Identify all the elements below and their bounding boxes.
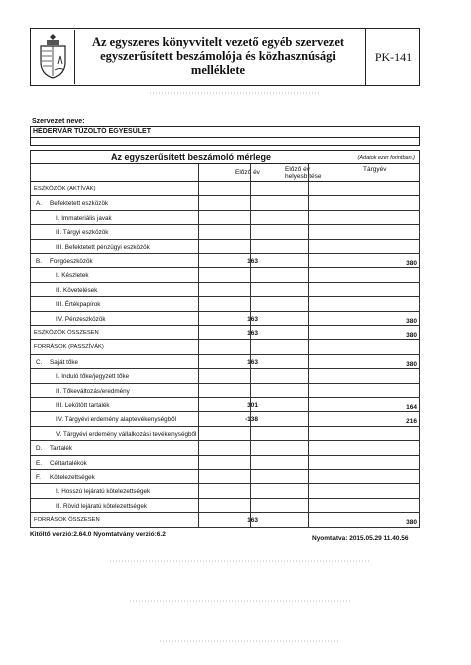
scan-noise xyxy=(110,560,370,562)
table-row xyxy=(30,312,420,326)
row-letter: A. xyxy=(36,200,42,208)
scan-noise xyxy=(160,640,340,642)
row-label: II. Tőkeváltozás/eredmény xyxy=(56,387,130,395)
table-row xyxy=(30,398,420,412)
prev-year-value: 301 xyxy=(247,402,258,409)
table-row xyxy=(30,470,420,484)
table-row xyxy=(30,340,420,354)
column-divider xyxy=(308,164,309,528)
table-border xyxy=(419,150,420,528)
column-divider xyxy=(198,164,199,528)
hungarian-coat-of-arms-icon xyxy=(32,30,75,84)
table-row xyxy=(30,196,420,210)
row-letter: B. xyxy=(36,258,42,265)
current-year-value: 380 xyxy=(406,360,417,368)
column-divider xyxy=(250,164,251,528)
prev-year-value: 163 xyxy=(247,358,258,366)
form-header xyxy=(30,28,420,86)
prev-year-value: 163 xyxy=(247,258,258,265)
prev-year-value: -138 xyxy=(244,416,258,424)
table-row xyxy=(30,326,420,340)
current-year-value: 216 xyxy=(406,418,417,426)
col-prev-year: Előző év xyxy=(235,169,260,176)
row-label: II. Követelések xyxy=(56,286,98,294)
table-column-header xyxy=(30,164,420,182)
table-caption: Az egyszerűsített beszámoló mérlege xyxy=(111,152,272,162)
row-letter: D. xyxy=(36,445,43,453)
current-year-value: 380 xyxy=(406,317,417,325)
row-letter: F. xyxy=(36,474,41,481)
row-label: ESZKÖZÖK ÖSSZESEN xyxy=(34,330,99,336)
prev-year-value: 163 xyxy=(247,517,258,525)
table-row xyxy=(30,369,420,383)
row-label: Forgóeszközök xyxy=(50,258,93,265)
table-row xyxy=(30,484,420,498)
row-label: FORRÁSOK (PASSZÍVÁK) xyxy=(34,344,104,351)
row-label: III. Lekötött tartalék xyxy=(56,402,110,409)
row-label: I. Immateriális javak xyxy=(56,214,112,222)
table-row xyxy=(30,182,420,196)
scan-noise xyxy=(150,92,320,94)
version-info: Kitöltő verzió:2.64.0 Nyomtatvány verzió:6.2 xyxy=(30,531,166,538)
table-border xyxy=(30,150,31,528)
row-label: FORRÁSOK ÖSSZESEN xyxy=(34,517,100,524)
form-title: Az egyszeres könyvvitelt vezető egyéb szervezet egyszerűsített beszámolója és közhasznúsági melléklete xyxy=(91,35,345,77)
table-row xyxy=(30,427,420,441)
table-row xyxy=(30,513,420,527)
table-row xyxy=(30,211,420,225)
row-label: V. Tárgyévi erdemény vállalkozási tevékenységből xyxy=(56,430,197,438)
organization-label: Szervezet neve: xyxy=(32,118,85,125)
row-letter: C. xyxy=(36,358,43,366)
current-year-value: 380 xyxy=(406,260,417,267)
row-label: Saját tőke xyxy=(50,358,79,366)
col-current-year: Tárgyév xyxy=(363,166,387,173)
row-label: IV. Pénzeszközök xyxy=(56,315,106,323)
row-label: III. Értékpapírok xyxy=(56,301,101,309)
table-row xyxy=(30,283,420,297)
row-label: II. Rövid lejáratú kötelezettségek xyxy=(56,502,148,510)
table-unit: (Adatok ezer forintban.) xyxy=(357,155,415,161)
table-row xyxy=(30,456,420,470)
table-row xyxy=(30,268,420,282)
table-row xyxy=(30,254,420,268)
table-row xyxy=(30,240,420,254)
row-label: I. Készletek xyxy=(56,272,89,280)
row-label: Befektetett eszközök xyxy=(50,200,109,208)
current-year-value: 380 xyxy=(406,332,417,339)
row-letter: E. xyxy=(36,459,42,467)
prev-year-value: 163 xyxy=(247,330,258,337)
form-code: PK-141 xyxy=(365,29,421,85)
table-row xyxy=(30,441,420,455)
row-label: I. Hosszú lejáratú kötelezettségek xyxy=(56,488,151,496)
table-row xyxy=(30,412,420,426)
row-label: Kötelezettségek xyxy=(50,474,95,481)
table-row xyxy=(30,384,420,398)
table-row xyxy=(30,297,420,311)
table-row xyxy=(30,499,420,513)
row-label: IV. Tárgyévi erdemény alaptevékenységből xyxy=(56,416,177,424)
organization-field-extension xyxy=(30,138,420,146)
current-year-value: 380 xyxy=(406,519,417,527)
current-year-value: 164 xyxy=(406,404,417,411)
col-prev-correction: Előző év helyesbítése xyxy=(285,166,322,180)
table-row xyxy=(30,355,420,369)
organization-name-field: HÉDERVÁR TŰZOLTÓ EGYESÜLET xyxy=(30,126,420,138)
table-caption-bar xyxy=(30,150,420,164)
row-label: II. Tárgyi eszközök xyxy=(56,229,109,237)
row-label: I. Induló tőke/jegyzett tőke xyxy=(56,373,130,381)
row-label: Tartalék xyxy=(50,445,73,453)
row-label: ESZKÖZÖK (AKTÍVÁK) xyxy=(34,186,96,192)
row-label: Céltartalékok xyxy=(50,459,87,467)
table-row xyxy=(30,225,420,239)
prev-year-value: 163 xyxy=(247,315,258,323)
scan-noise xyxy=(130,600,350,602)
print-timestamp: Nyomtatva: 2015.05.29 11.40.56 xyxy=(312,535,409,542)
row-label: III. Befektetett pénzügyi eszközök xyxy=(56,243,150,251)
